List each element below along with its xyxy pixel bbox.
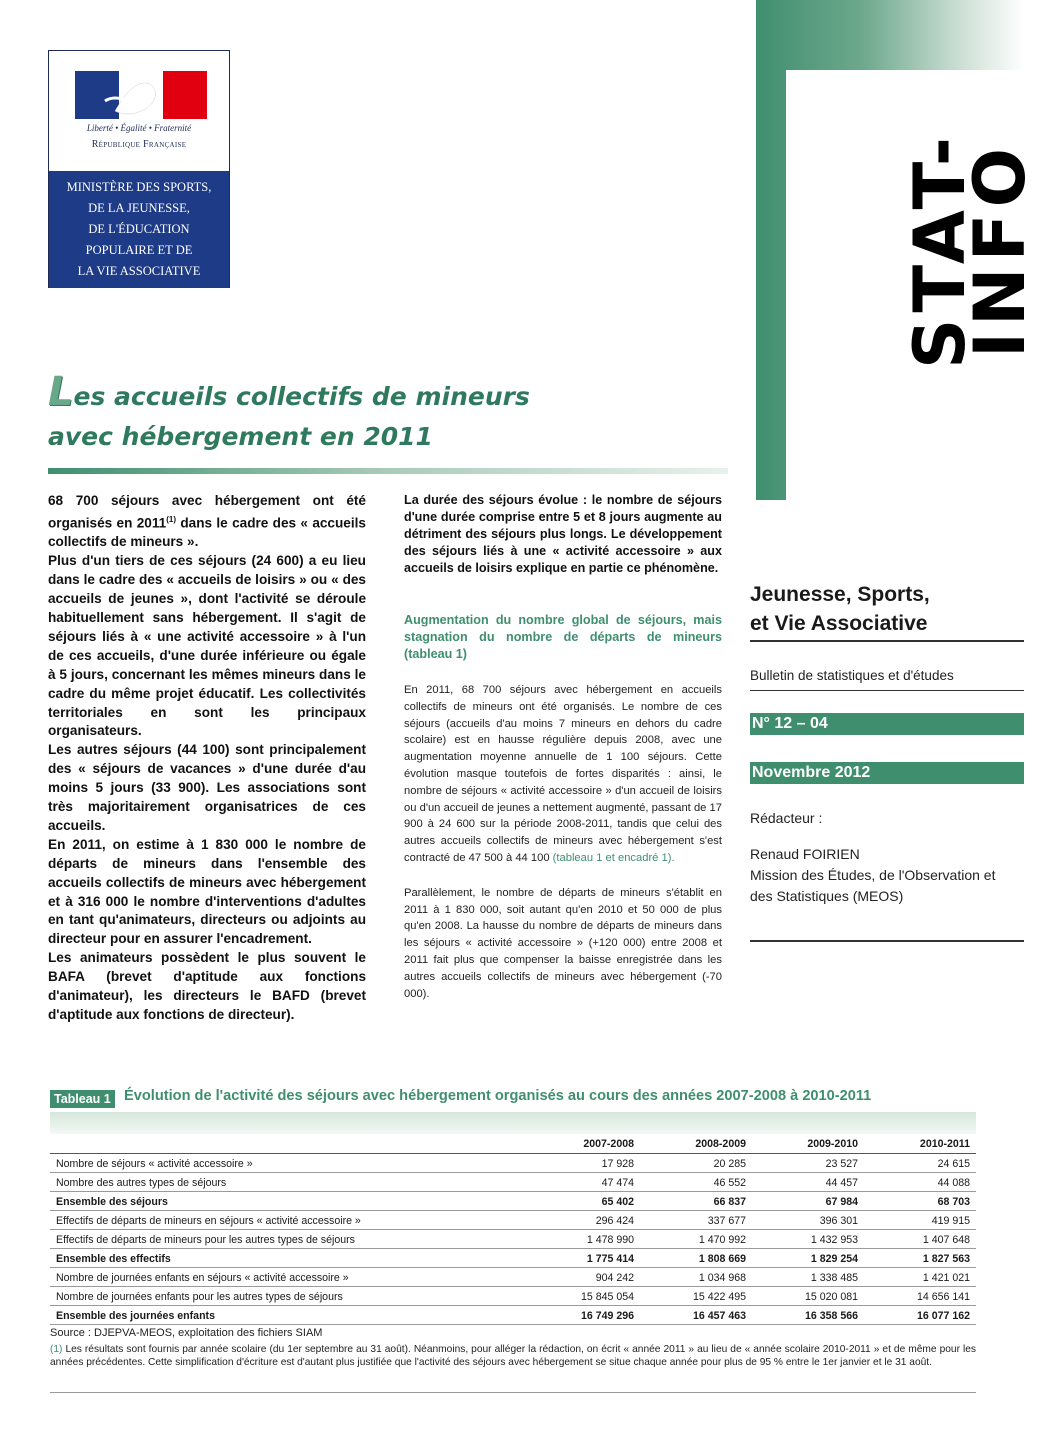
table-cell: 1 478 990 [528, 1230, 640, 1249]
table-cell: 15 422 495 [640, 1287, 752, 1306]
sidebar-divider [750, 690, 1024, 691]
summary-paragraph: Les autres séjours (44 100) sont principalement des « séjours de vacances » d'une durée d'au moins 5 jours (33 900). Les associations sont très majoritairement organisatrices de ces accueils. [48, 742, 366, 833]
table-row-label: Effectifs de départs de mineurs pour les autres types de séjours [50, 1230, 528, 1249]
table-header-cell: 2007-2008 [528, 1134, 640, 1154]
summary-paragraph: Les animateurs possèdent le plus souvent le BAFA (brevet d'aptitude aux fonctions d'animateur), les directeurs le BAFD (brevet d'aptitude aux fonctions de directeur). [48, 950, 366, 1022]
summary-paragraph [48, 492, 366, 552]
redacteur-label: Rédacteur : [750, 810, 823, 826]
author-affiliation: Mission des Études, de l'Observation et des Statistiques (MEOS) [750, 867, 996, 904]
table-title: Évolution de l'activité des séjours avec hébergement organisés au cours des années 2007-2008 à 2010-2011 [124, 1088, 872, 1104]
section-title [750, 580, 1000, 638]
table-row [50, 1287, 976, 1306]
table-cell: 67 984 [752, 1192, 864, 1211]
table-cell: 16 077 162 [864, 1306, 976, 1325]
table-cell: 14 656 141 [864, 1287, 976, 1306]
body-paragraph: Parallèlement, le nombre de départs de mineurs s'établit en 2011 à 1 830 000, soit autant qu'en 2010 et 50 000 de plus qu'en 2008. La hausse du nombre de départs de mineurs dans les séjours « activité accessoire » (+120 000) entre 2008 et 2011 fait plus que compenser la baisse enregistrée dans les autres accueils collectifs de mineurs avec hébergement (-70 000). [404, 886, 722, 1000]
author-name: Renaud FOIRIEN [750, 846, 860, 862]
table-row-label: Ensemble des séjours [50, 1192, 528, 1211]
table-cell: 1 470 992 [640, 1230, 752, 1249]
table-row [50, 1268, 976, 1287]
bottom-divider [50, 1392, 976, 1393]
table-header-row [50, 1134, 976, 1154]
body-text: En 2011, 68 700 séjours avec hébergement en accueils collectifs de mineurs ont été organisés. Le nombre de ces séjours (accueils d'au moins 7 mineurs en dehors du cadre scolaire) est en hausse régulière depuis 2008, avec une augmentation moyenne annuelle de 1 100 séjours. Cette évolution masque toutefois de fortes disparités : ainsi, le nombre de séjours « activité accessoire » d'un accueil de loisirs ou d'un accueil de jeunes a nettement augmenté, passant de 17 900 à 24 600 sur la période 2008-2011, tandis que celui des autres accueils collectifs de mineurs avec hébergement s'est contracté de 47 500 à 44 100 [404, 684, 722, 864]
body-paragraph [404, 682, 722, 867]
table-cell: 904 242 [528, 1268, 640, 1287]
republic-motto: Liberté • Égalité • Fraternité [86, 123, 192, 133]
table-cell: 1 775 414 [528, 1249, 640, 1268]
ministry-line: LA VIE ASSOCIATIVE [77, 264, 201, 278]
table-cell: 16 457 463 [640, 1306, 752, 1325]
table-cell: 44 457 [752, 1173, 864, 1192]
table-row [50, 1154, 976, 1173]
title-line1: es accueils collectifs de mineurs [73, 382, 530, 411]
footnote-ref: (1) [166, 514, 177, 524]
ministry-line: POPULAIRE ET DE [85, 243, 193, 257]
sidebar-divider [750, 640, 1024, 642]
table-row [50, 1230, 976, 1249]
masthead-brand: STAT-INFO [899, 131, 1041, 369]
republic-name: République Française [91, 139, 187, 150]
section-title-line: et Vie Associative [750, 612, 928, 635]
table-cell: 1 407 648 [864, 1230, 976, 1249]
ministry-line: MINISTÈRE DES SPORTS, [66, 180, 212, 194]
table-cell: 16 358 566 [752, 1306, 864, 1325]
table-body [50, 1154, 976, 1325]
table-cell: 65 402 [528, 1192, 640, 1211]
table-cell: 15 020 081 [752, 1287, 864, 1306]
table-cell: 44 088 [864, 1173, 976, 1192]
table-cell: 68 703 [864, 1192, 976, 1211]
summary-paragraph: Plus d'un tiers de ces séjours (24 600) a eu lieu dans le cadre des « accueils de loisirs » ou « des accueils de jeunes », dont l'activité se déroule habituellement sans hébergement. Il s'agit de séjours liés à « une activité accessoire » à l'un de ces accueils, d'une durée inférieure ou égale à 5 jours, concernant les mêmes mineurs dans le cadre du même projet éducatif. Les collectivités territoriales en sont les principaux organisateurs. [48, 553, 366, 739]
table-cell: 23 527 [752, 1154, 864, 1173]
ministry-line: DE LA JEUNESSE, [88, 201, 190, 215]
activity-table [50, 1134, 976, 1325]
title-underline [48, 468, 728, 474]
table-row-label: Nombre des autres types de séjours [50, 1173, 528, 1192]
table-cell: 16 749 296 [528, 1306, 640, 1325]
table-header-band [50, 1112, 976, 1134]
issue-number: N° 12 – 04 [750, 713, 1024, 735]
bulletin-subtitle: Bulletin de statistiques et d'études [750, 668, 954, 683]
table-cell: 396 301 [752, 1211, 864, 1230]
table-row [50, 1192, 976, 1211]
table-row [50, 1306, 976, 1325]
table-cell: 419 915 [864, 1211, 976, 1230]
table-cell: 46 552 [640, 1173, 752, 1192]
table-source: Source : DJEPVA-MEOS, exploitation des fichiers SIAM [50, 1327, 323, 1339]
summary-text: 68 700 séjours avec hébergement ont été organisés en 2011 [48, 493, 366, 531]
ministry-line: DE L'ÉDUCATION [88, 222, 190, 236]
table-header-cell: 2010-2011 [864, 1134, 976, 1154]
table-cell: 15 845 054 [528, 1287, 640, 1306]
table-header-cell: 2009-2010 [752, 1134, 864, 1154]
summary-continued: La durée des séjours évolue : le nombre de séjours d'une durée comprise entre 5 et 8 jours augmente au détriment des séjours plus longs. Le développement des séjours liés à une « activité accessoire » aux accueils de loisirs explique en partie ce phénomène. [404, 493, 722, 575]
table-reference: (tableau 1 et encadré 1). [552, 851, 675, 864]
table-row-label: Ensemble des journées enfants [50, 1306, 528, 1325]
ministry-logo [48, 50, 230, 288]
table-cell: 337 677 [640, 1211, 752, 1230]
table-cell: 1 034 968 [640, 1268, 752, 1287]
table-row-label: Effectifs de départs de mineurs en séjours « activité accessoire » [50, 1211, 528, 1230]
table-cell: 24 615 [864, 1154, 976, 1173]
sidebar-divider [750, 940, 1024, 942]
author-block [750, 844, 1020, 907]
ministry-name [49, 171, 229, 288]
table-cell: 47 474 [528, 1173, 640, 1192]
body-column [404, 682, 722, 1020]
table-row [50, 1249, 976, 1268]
table-row [50, 1211, 976, 1230]
table-row [50, 1173, 976, 1192]
table-row-label: Nombre de séjours « activité accessoire » [50, 1154, 528, 1173]
table-header-blank [50, 1134, 528, 1154]
table-cell: 1 432 953 [752, 1230, 864, 1249]
table-cell: 1 421 021 [864, 1268, 976, 1287]
table-cell: 1 338 485 [752, 1268, 864, 1287]
summary-paragraph: En 2011, on estime à 1 830 000 le nombre de départs de mineurs dans l'ensemble des accueils collectifs de mineurs avec hébergement et à 316 000 le nombre d'interventions d'adultes en tant qu'animateurs, directeurs ou adjoints au directeur pour en assurer l'encadrement. [48, 836, 366, 947]
table-cell: 66 837 [640, 1192, 752, 1211]
table-cell: 1 827 563 [864, 1249, 976, 1268]
footnote [50, 1343, 976, 1369]
footnote-text: Les résultats sont fournis par année scolaire (du 1er septembre au 31 août). Néanmoins, pour alléger la rédaction, on écrit « année 2011 » au lieu de « année scolaire 2010-2011 » et de même pour les années précédentes. Cette simplification d'écriture est d'autant plus justifiée que l'activité des séjours avec hébergement se situe chaque année pour plus de 95 % entre le 1er janvier et le 31 août. [50, 1344, 976, 1369]
table-header-cell: 2008-2009 [640, 1134, 752, 1154]
article-title [48, 369, 608, 457]
table-cell: 17 928 [528, 1154, 640, 1173]
title-line2: avec hébergement en 2011 [48, 422, 433, 451]
table-cell: 296 424 [528, 1211, 640, 1230]
title-dropcap: L [48, 369, 74, 415]
section-title-line: Jeunesse, Sports, [750, 583, 930, 606]
table-row-label: Nombre de journées enfants en séjours « activité accessoire » [50, 1268, 528, 1287]
table-row-label: Ensemble des effectifs [50, 1249, 528, 1268]
section-subheading: Augmentation du nombre global de séjours, mais stagnation du nombre de départs de mineurs (tableau 1) [404, 613, 722, 661]
summary-text: dans le cadre des « accueils collectifs de mineurs ». [48, 515, 366, 550]
summary-column [48, 492, 366, 1025]
marianne-emblem [75, 71, 207, 119]
table-cell: 1 808 669 [640, 1249, 752, 1268]
table-cell: 1 829 254 [752, 1249, 864, 1268]
issue-date: Novembre 2012 [750, 762, 1024, 784]
table-label: Tableau 1 [50, 1090, 115, 1108]
table-row-label: Nombre de journées enfants pour les autres types de séjours [50, 1287, 528, 1306]
footnote-mark: (1) [50, 1344, 63, 1355]
table-cell: 20 285 [640, 1154, 752, 1173]
